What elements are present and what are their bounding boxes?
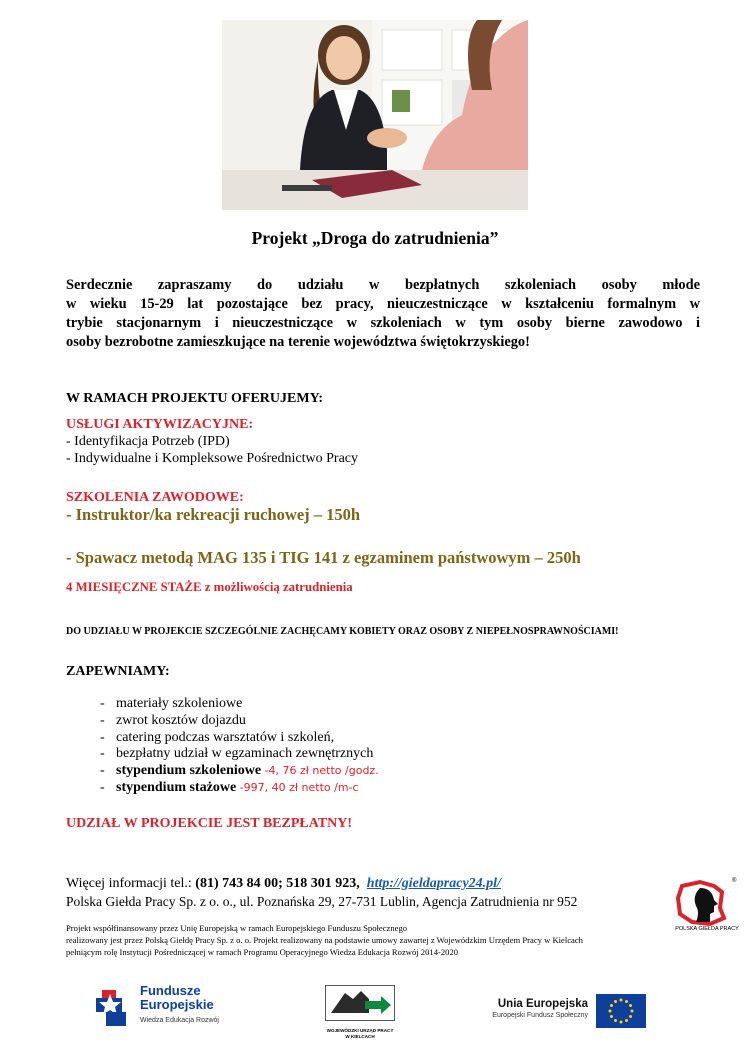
fine-print-line: pełniącym rolę Instytucji Pośredniczącej w ramach Programu Operacyjnego Wiedza Edukacja Rozwój 2014-2020 — [66, 947, 459, 957]
wup-kielce-logo — [325, 985, 395, 1041]
contact-line — [66, 876, 501, 892]
intro-line: w wieku 15-29 lat pozostające bez pracy, nieuczestniczące w kształceniu formalnym w — [66, 296, 700, 312]
fine-print-line: Projekt współfinansowany przez Unię Europejską w ramach Europejskiego Funduszu Społecznego — [66, 923, 408, 933]
fundusze-europejskie-logo — [96, 982, 236, 1034]
vocational-section — [66, 491, 360, 525]
fe-star-icon — [96, 984, 136, 1030]
eu-flag-icon — [596, 994, 646, 1028]
company-address: Polska Giełda Pracy Sp. z o. o., ul. Poznańska 29, 27-731 Lublin, Agencja Zatrudnienia nr 952 — [66, 894, 578, 909]
wup-emblem-icon — [325, 985, 395, 1021]
vocational-heading: SZKOLENIA ZAWODOWE: — [66, 490, 244, 505]
wup-logo-line: W KIELCACH — [345, 1034, 375, 1039]
website-link[interactable]: http://gieldapracy24.pl/ — [366, 876, 501, 891]
ensure-heading: ZAPEWNIAMY: — [66, 664, 170, 679]
course-item: - Spawacz metodą MAG 135 i TIG 141 z egzaminem państwowym – 250h — [66, 548, 581, 567]
eu-logo-line: Europejski Fundusz Społeczny — [492, 1012, 588, 1019]
activation-section — [66, 416, 358, 467]
list-item — [100, 763, 379, 780]
fine-print-line: realizowany jest przez Polską Giełdę Pracy Sp. z o. o. Projekt realizowany na podstawie umowy zawartej z Wojewódzkim Urzędem Pracy w Kielcach — [66, 935, 583, 945]
list-item: - zwrot kosztów dojazdu — [100, 713, 379, 730]
intro-line: osoby bezrobotne zamieszkujące na terenie województwa świętokrzyskiego! — [66, 334, 530, 350]
stipend-amount: -997, 40 zł netto /m-c — [239, 780, 359, 794]
intro-line: Serdecznie zapraszamy do udziału w bezpłatnych szkoleniach osoby młode — [66, 277, 700, 293]
fe-logo-line: Europejskie — [140, 997, 214, 1012]
activation-item: - Indywidualne i Kompleksowe Pośrednictwo Pracy — [66, 451, 358, 466]
list-item: - materiały szkoleniowe — [100, 696, 379, 713]
handshake-photo — [222, 20, 528, 210]
internships-text: 4 MIESIĘCZNE STAŻE z możliwością zatrudnienia — [66, 580, 353, 594]
contact-prefix: Więcej informacji tel.: — [66, 876, 196, 891]
list-item — [100, 780, 379, 797]
stipend-label: stypendium stażowe — [116, 779, 237, 795]
offer-heading: W RAMACH PROJEKTU OFERUJEMY: — [66, 391, 324, 406]
fe-logo-line: Fundusze — [140, 983, 201, 998]
encourage-text: DO UDZIAŁU W PROJEKCIE SZCZEGÓLNIE ZACHĘCAMY KOBIETY ORAZ OSOBY Z NIEPEŁNOSPRAWNOŚCIAMI! — [66, 626, 619, 637]
intro-paragraph — [66, 276, 700, 352]
activation-item: - Identyfikacja Potrzeb (IPD) — [66, 434, 230, 449]
registered-mark: ® — [732, 878, 737, 884]
activation-heading: USŁUGI AKTYWIZACYJNE: — [66, 417, 254, 432]
course-item: - Instruktor/ka rekreacji ruchowej – 150h — [66, 505, 361, 524]
page-title: Projekt „Droga do zatrudnienia” — [251, 228, 499, 248]
intro-line: trybie stacjonarnym i nieuczestniczące w szkoleniach w tym osoby bierne zawodowo i — [66, 315, 700, 331]
contact-phones: (81) 743 84 00; 518 301 923, — [195, 876, 360, 891]
eu-logo-line: Unia Europejska — [497, 998, 588, 1010]
fe-logo-line: Wiedza Edukacja Rozwój — [140, 1017, 219, 1024]
eu-logo — [478, 990, 648, 1034]
pgp-logo-text: POLSKA GIEŁDA PRACY — [675, 926, 739, 932]
wup-logo-line: WOJEWÓDZKI URZĄD PRACY — [326, 1028, 394, 1033]
list-item: - catering podczas warsztatów i szkoleń, — [100, 730, 379, 747]
stipend-amount: -4, 76 zł netto /godz. — [264, 764, 379, 778]
list-item: - bezpłatny udział w egzaminach zewnętrznych — [100, 746, 379, 763]
stipend-label: stypendium szkoleniowe — [116, 763, 262, 779]
ensure-list — [100, 696, 379, 797]
fine-print — [66, 922, 686, 958]
free-participation-text: UDZIAŁ W PROJEKCIE JEST BEZPŁATNY! — [66, 816, 353, 831]
